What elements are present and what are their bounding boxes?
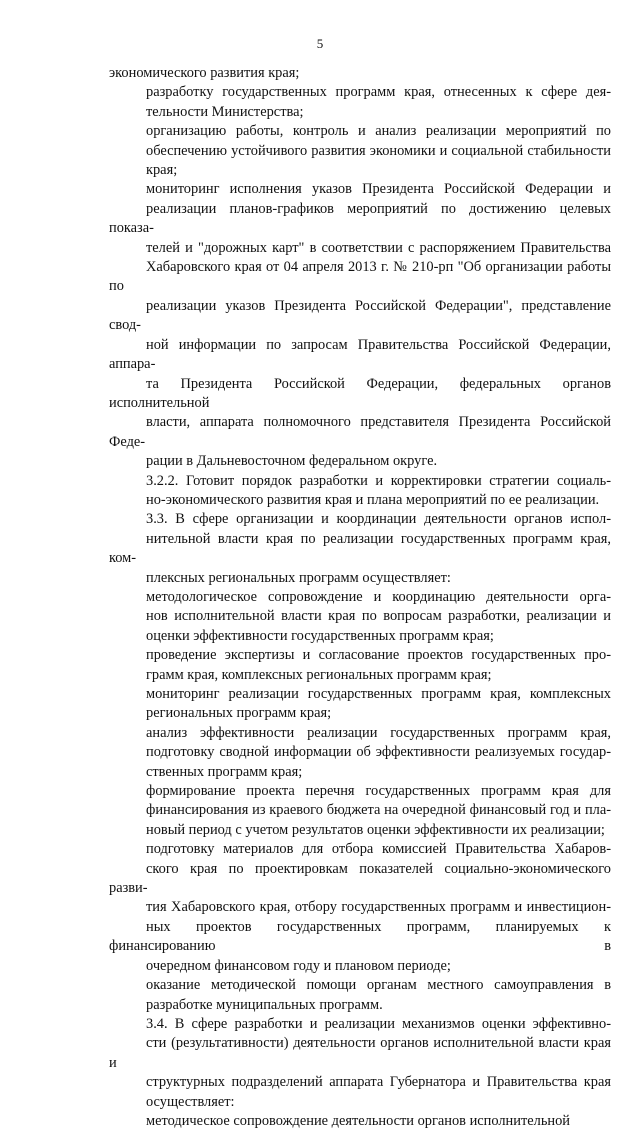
text-line: мониторинг исполнения указов Президента Российской Федерации и xyxy=(146,181,611,198)
text-line: грамм края, комплексных региональных программ края; xyxy=(146,666,492,683)
paragraph xyxy=(109,472,611,511)
text-line: реализации указов Президента Российской Федерации", представление свод- xyxy=(109,297,611,334)
text-line: новый период с учетом результатов оценки эффективности их реализации; xyxy=(146,821,605,838)
text-line: подготовку материалов для отбора комиссией Правительства Хабаров- xyxy=(146,841,611,858)
text-line: мониторинг реализации государственных программ края, комплексных xyxy=(146,686,611,702)
text-line: нов исполнительной власти края по вопросам разработки, реализации и xyxy=(146,608,611,625)
text-line: нительной власти края по реализации государственных программ края, ком- xyxy=(109,530,611,567)
text-line: тия Хабаровского края, отбору государственных программ и инвестицион- xyxy=(146,899,611,916)
text-line: разработке муниципальных программ. xyxy=(146,996,383,1013)
text-line: формирование проекта перечня государственных программ края для xyxy=(146,783,611,800)
text-line: но-экономического развития края и плана мероприятий по ее реализации. xyxy=(146,491,600,508)
text-line: 3.2.2. Готовит порядок разработки и корректировки стратегии социаль- xyxy=(146,472,611,489)
text-line: разработку государственных программ края, отнесенных к сфере дея- xyxy=(146,84,611,101)
text-line: края; xyxy=(146,162,178,179)
paragraph xyxy=(109,976,611,1015)
text-line: оценки эффективности государственных программ края; xyxy=(146,627,494,644)
text-line: реализации планов-графиков мероприятий по достижению целевых показа- xyxy=(109,200,611,237)
text-line: сти (результативности) деятельности органов исполнительной власти края и xyxy=(109,1035,611,1071)
text-line: анализ эффективности реализации государственных программ края, xyxy=(146,724,611,741)
paragraph xyxy=(109,180,611,471)
text-line: ных проектов государственных программ, планируемых к финансированию в xyxy=(109,918,611,955)
text-line: региональных программ края; xyxy=(146,705,332,722)
paragraph xyxy=(109,1112,611,1131)
paragraph xyxy=(109,685,611,724)
text-line: экономического развития края; xyxy=(109,65,300,81)
text-line: очередном финансовом году и плановом периоде; xyxy=(146,957,451,974)
text-line: телей и "дорожных карт" в соответствии с распоряжением Правительства xyxy=(146,239,611,256)
paragraph xyxy=(109,646,611,685)
text-line: организацию работы, контроль и анализ реализации мероприятий по xyxy=(146,123,611,140)
text-line: финансирования из краевого бюджета на очередной финансовый год и пла- xyxy=(146,802,611,819)
text-line: проведение экспертизы и согласование проектов государственных про- xyxy=(146,647,611,664)
paragraph xyxy=(109,782,611,840)
text-line: оказание методической помощи органам местного самоуправления в xyxy=(146,977,611,994)
text-line: 3.3. В сфере организации и координации деятельности органов испол- xyxy=(146,511,611,528)
paragraph xyxy=(109,840,611,976)
text-line: плексных региональных программ осуществляет: xyxy=(146,569,451,586)
text-line: 3.4. В сфере разработки и реализации механизмов оценки эффективно- xyxy=(146,1015,611,1032)
paragraph xyxy=(109,64,611,83)
text-line: та Президента Российской Федерации, федеральных органов исполнительной xyxy=(109,375,611,411)
text-line: методическое сопровождение деятельности органов исполнительной xyxy=(146,1112,570,1129)
text-line: власти, аппарата полномочного представителя Президента Российской Феде- xyxy=(109,414,611,450)
text-line: рации в Дальневосточном федеральном округе. xyxy=(146,453,438,470)
text-line: Хабаровского края от 04 апреля 2013 г. № 210-рп "Об организации работы по xyxy=(109,259,611,295)
paragraph xyxy=(109,83,611,122)
document-body xyxy=(109,64,611,1131)
text-line: обеспечению устойчивого развития экономики и социальной стабильности xyxy=(146,142,611,159)
text-line: ского края по проектировкам показателей социально-экономического разви- xyxy=(109,860,611,897)
page-number: 5 xyxy=(316,36,324,51)
paragraph xyxy=(109,510,611,588)
paragraph xyxy=(109,724,611,782)
text-line: структурных подразделений аппарата Губернатора и Правительства края xyxy=(146,1074,611,1091)
text-line: осуществляет: xyxy=(146,1093,235,1110)
paragraph xyxy=(109,588,611,646)
text-line: методологическое сопровождение и координацию деятельности орга- xyxy=(146,588,611,605)
paragraph xyxy=(109,122,611,180)
text-line: ственных программ края; xyxy=(146,763,303,780)
paragraph xyxy=(109,1015,611,1112)
text-line: тельности Министерства; xyxy=(146,103,304,120)
text-line: подготовку сводной информации об эффективности реализуемых государ- xyxy=(146,744,611,761)
text-line: ной информации по запросам Правительства Российской Федерации, аппара- xyxy=(109,336,611,373)
